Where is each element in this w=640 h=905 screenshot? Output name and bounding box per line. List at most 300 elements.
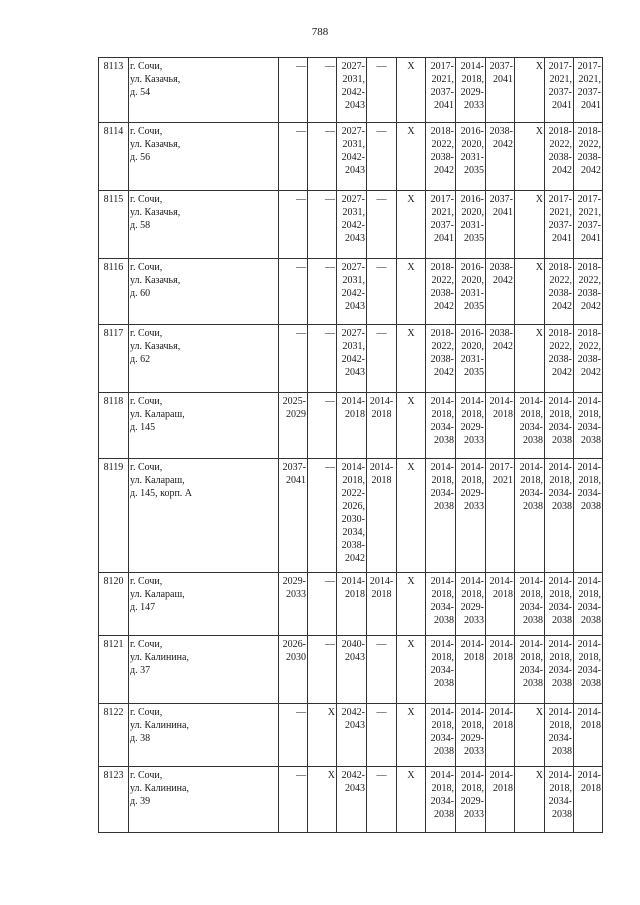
value-cell (367, 459, 397, 573)
address-cell-text: г. Сочи, ул. Калинина, д. 38 (130, 707, 189, 744)
value-cell (308, 191, 337, 259)
value-cell-text: 2014- 2018, 2034- 2038 (519, 462, 543, 512)
value-cell (397, 259, 426, 325)
address-cell-text: г. Сочи, ул. Казачья, д. 62 (130, 328, 181, 365)
address-cell-text: г. Сочи, ул. Калинина, д. 39 (130, 770, 189, 807)
value-cell-text: — (376, 262, 387, 273)
value-cell (456, 191, 486, 259)
value-cell (337, 573, 367, 636)
value-cell-text: 2014- 2018 (369, 462, 394, 486)
value-cell-text: — (325, 194, 335, 205)
value-cell-text: — (376, 770, 387, 781)
value-cell (367, 573, 397, 636)
value-cell-text: X (535, 194, 543, 205)
value-cell (279, 573, 308, 636)
value-cell-text: 2014- 2018, 2034- 2038 (548, 707, 572, 757)
value-cell (515, 704, 545, 767)
value-cell (308, 123, 337, 191)
value-cell (367, 767, 397, 833)
value-cell-text: 2018- 2022, 2038- 2042 (548, 126, 572, 176)
value-cell-text: 2014- 2018, 2034- 2038 (577, 639, 601, 689)
value-cell-text: X (535, 61, 543, 72)
value-cell (337, 58, 367, 123)
value-cell (456, 767, 486, 833)
value-cell-text: 2014- 2018, 2034- 2038 (548, 639, 572, 689)
value-cell-text: 2029- 2033 (282, 576, 306, 600)
value-cell-text: 2017- 2021, 2037- 2041 (548, 194, 572, 244)
value-cell-text: 2016- 2020, 2031- 2035 (460, 262, 484, 312)
value-cell (574, 393, 603, 459)
value-cell (426, 459, 456, 573)
value-cell-text: 2014- 2018 (369, 396, 394, 420)
value-cell (367, 259, 397, 325)
value-cell-text: — (325, 639, 335, 650)
value-cell-text: — (325, 262, 335, 273)
value-cell (279, 325, 308, 393)
address-cell-text: г. Сочи, ул. Казачья, д. 58 (130, 194, 181, 231)
value-cell (515, 58, 545, 123)
value-cell (545, 636, 574, 704)
table-row (99, 393, 603, 459)
value-cell-text: 2017- 2021, 2037- 2041 (577, 194, 601, 244)
address-cell-text: г. Сочи, ул. Калинина, д. 37 (130, 639, 189, 676)
value-cell (545, 123, 574, 191)
row-number-text: 8123 (103, 770, 124, 781)
value-cell-text: 2040- 2043 (341, 639, 365, 663)
value-cell (515, 636, 545, 704)
value-cell-text: 2025- 2029 (282, 396, 306, 420)
value-cell-text: 2027- 2031, 2042- 2043 (341, 262, 365, 312)
value-cell (486, 123, 515, 191)
value-cell-text: 2018- 2022, 2038- 2042 (430, 328, 454, 378)
value-cell (279, 767, 308, 833)
value-cell (279, 58, 308, 123)
value-cell (545, 704, 574, 767)
value-cell-text: — (325, 61, 335, 72)
value-cell (574, 325, 603, 393)
value-cell-text: 2038- 2042 (489, 328, 513, 352)
value-cell-text: 2014- 2018, 2034- 2038 (430, 770, 454, 820)
table-row (99, 573, 603, 636)
value-cell-text: X (535, 707, 543, 718)
value-cell (426, 393, 456, 459)
value-cell (367, 325, 397, 393)
value-cell (337, 325, 367, 393)
value-cell-text: 2017- 2021, 2037- 2041 (577, 61, 601, 111)
value-cell (486, 459, 515, 573)
page-number: 788 (311, 26, 329, 38)
value-cell-text: 2038- 2042 (489, 262, 513, 286)
value-cell-text: X (407, 328, 415, 339)
value-cell-text: — (376, 707, 387, 718)
row-number-text: 8120 (103, 576, 124, 587)
value-cell (279, 393, 308, 459)
value-cell (515, 259, 545, 325)
value-cell (279, 704, 308, 767)
value-cell (486, 259, 515, 325)
table-row (99, 259, 603, 325)
value-cell-text: 2016- 2020, 2031- 2035 (460, 194, 484, 244)
value-cell-text: X (407, 396, 415, 407)
row-number (99, 636, 129, 704)
value-cell (426, 573, 456, 636)
value-cell (456, 636, 486, 704)
value-cell (545, 191, 574, 259)
value-cell (397, 636, 426, 704)
value-cell (456, 123, 486, 191)
value-cell-text: X (407, 639, 415, 650)
value-cell (426, 325, 456, 393)
value-cell (515, 459, 545, 573)
table-row (99, 767, 603, 833)
value-cell-text: 2037- 2041 (489, 61, 513, 85)
address-cell-text: г. Сочи, ул. Калараш, д. 145, корп. А (130, 462, 193, 499)
value-cell-text: — (296, 194, 306, 205)
value-cell (279, 123, 308, 191)
value-cell (308, 636, 337, 704)
value-cell (397, 123, 426, 191)
value-cell-text: 2016- 2020, 2031- 2035 (460, 328, 484, 378)
address-cell (129, 704, 279, 767)
value-cell (279, 636, 308, 704)
value-cell-text: — (296, 126, 306, 137)
value-cell-text: X (407, 770, 415, 781)
value-cell-text: — (376, 328, 387, 339)
value-cell (308, 573, 337, 636)
row-number (99, 58, 129, 123)
address-cell (129, 636, 279, 704)
value-cell-text: 2014- 2018 (489, 707, 513, 731)
value-cell (574, 767, 603, 833)
row-number (99, 393, 129, 459)
value-cell (337, 191, 367, 259)
address-cell (129, 459, 279, 573)
value-cell-text: 2017- 2021, 2037- 2041 (548, 61, 572, 111)
row-number-text: 8116 (103, 262, 124, 273)
value-cell (308, 58, 337, 123)
row-number (99, 325, 129, 393)
value-cell-text: 2014- 2018 (489, 396, 513, 420)
value-cell (456, 459, 486, 573)
row-number (99, 191, 129, 259)
value-cell (337, 459, 367, 573)
value-cell (486, 393, 515, 459)
value-cell-text: — (325, 396, 335, 407)
address-cell (129, 58, 279, 123)
value-cell-text: 2014- 2018, 2034- 2038 (519, 576, 543, 626)
address-cell-text: г. Сочи, ул. Калараш, д. 147 (130, 576, 185, 613)
value-cell (486, 767, 515, 833)
value-cell-text: — (376, 639, 387, 650)
value-cell-text: — (376, 126, 387, 137)
value-cell (308, 704, 337, 767)
value-cell-text: 2014- 2018, 2034- 2038 (577, 462, 601, 512)
address-cell (129, 573, 279, 636)
value-cell-text: 2014- 2018, 2029- 2033 (460, 61, 484, 111)
value-cell-text: 2014- 2018 (369, 576, 394, 600)
address-cell (129, 123, 279, 191)
value-cell (308, 259, 337, 325)
value-cell-text: 2014- 2018 (341, 396, 365, 420)
value-cell-text: X (535, 262, 543, 273)
value-cell (456, 325, 486, 393)
value-cell (574, 636, 603, 704)
value-cell (574, 459, 603, 573)
registry-table (98, 57, 603, 833)
value-cell (574, 58, 603, 123)
value-cell (337, 767, 367, 833)
value-cell (545, 767, 574, 833)
value-cell-text: 2014- 2018, 2034- 2038 (430, 576, 454, 626)
value-cell-text: 2014- 2018, 2034- 2038 (548, 396, 572, 446)
value-cell-text: 2018- 2022, 2038- 2042 (430, 126, 454, 176)
value-cell-text: 2027- 2031, 2042- 2043 (341, 194, 365, 244)
value-cell (486, 191, 515, 259)
address-cell-text: г. Сочи, ул. Калараш, д. 145 (130, 396, 185, 433)
value-cell (426, 704, 456, 767)
row-number (99, 573, 129, 636)
value-cell-text: X (535, 770, 543, 781)
row-number (99, 123, 129, 191)
value-cell-text: — (296, 262, 306, 273)
value-cell-text: X (327, 770, 335, 781)
value-cell-text: 2042- 2043 (341, 770, 365, 794)
address-cell (129, 191, 279, 259)
value-cell (426, 123, 456, 191)
value-cell-text: 2014- 2018, 2029- 2033 (460, 770, 484, 820)
value-cell-text: X (407, 576, 415, 587)
value-cell (545, 573, 574, 636)
value-cell (367, 58, 397, 123)
value-cell-text: 2037- 2041 (282, 462, 306, 486)
value-cell-text: 2014- 2018 (577, 707, 601, 731)
value-cell-text: 2014- 2018 (489, 639, 513, 663)
table-row (99, 704, 603, 767)
value-cell-text: 2014- 2018 (460, 639, 484, 663)
value-cell-text: X (407, 262, 415, 273)
value-cell (308, 459, 337, 573)
value-cell-text: 2014- 2018, 2034- 2038 (519, 639, 543, 689)
value-cell (486, 325, 515, 393)
value-cell-text: 2017- 2021, 2037- 2041 (430, 194, 454, 244)
table-row (99, 325, 603, 393)
value-cell-text: — (296, 770, 306, 781)
value-cell-text: X (327, 707, 335, 718)
value-cell (397, 459, 426, 573)
row-number-text: 8121 (103, 639, 124, 650)
row-number-text: 8117 (103, 328, 124, 339)
value-cell (367, 123, 397, 191)
value-cell-text: 2018- 2022, 2038- 2042 (577, 328, 601, 378)
value-cell-text: 2014- 2018, 2034- 2038 (430, 707, 454, 757)
value-cell (279, 259, 308, 325)
value-cell-text: 2027- 2031, 2042- 2043 (341, 328, 365, 378)
value-cell-text: 2026- 2030 (282, 639, 306, 663)
value-cell-text: 2014- 2018, 2034- 2038 (548, 462, 572, 512)
table-row (99, 459, 603, 573)
value-cell (337, 393, 367, 459)
value-cell (574, 259, 603, 325)
row-number (99, 704, 129, 767)
value-cell (367, 191, 397, 259)
value-cell-text: 2014- 2018 (489, 770, 513, 794)
value-cell-text: 2018- 2022, 2038- 2042 (430, 262, 454, 312)
value-cell (367, 704, 397, 767)
value-cell (574, 123, 603, 191)
value-cell (426, 191, 456, 259)
value-cell (515, 191, 545, 259)
value-cell (545, 325, 574, 393)
value-cell (515, 123, 545, 191)
value-cell (426, 636, 456, 704)
value-cell (397, 704, 426, 767)
value-cell (545, 393, 574, 459)
value-cell (486, 636, 515, 704)
value-cell-text: 2014- 2018, 2034- 2038 (577, 576, 601, 626)
value-cell (337, 636, 367, 704)
value-cell (397, 573, 426, 636)
value-cell (337, 123, 367, 191)
row-number-text: 8113 (103, 61, 124, 72)
value-cell (486, 704, 515, 767)
value-cell-text: 2018- 2022, 2038- 2042 (577, 126, 601, 176)
registry-body (99, 58, 603, 833)
value-cell (515, 573, 545, 636)
value-cell (574, 704, 603, 767)
value-cell (426, 259, 456, 325)
value-cell-text: X (407, 126, 415, 137)
table-row (99, 636, 603, 704)
row-number-text: 8119 (103, 462, 124, 473)
value-cell (279, 191, 308, 259)
value-cell-text: 2018- 2022, 2038- 2042 (577, 262, 601, 312)
value-cell-text: — (325, 576, 335, 587)
value-cell-text: 2018- 2022, 2038- 2042 (548, 328, 572, 378)
value-cell (337, 259, 367, 325)
row-number-text: 8122 (103, 707, 124, 718)
value-cell (308, 393, 337, 459)
value-cell-text: X (535, 126, 543, 137)
value-cell-text: — (376, 194, 387, 205)
table-row (99, 58, 603, 123)
value-cell (456, 573, 486, 636)
row-number (99, 459, 129, 573)
address-cell (129, 393, 279, 459)
row-number-text: 8115 (103, 194, 124, 205)
value-cell (545, 58, 574, 123)
value-cell (515, 767, 545, 833)
value-cell (545, 459, 574, 573)
value-cell-text: 2042- 2043 (341, 707, 365, 731)
row-number-text: 8114 (103, 126, 124, 137)
value-cell (397, 767, 426, 833)
value-cell (426, 767, 456, 833)
table-row (99, 123, 603, 191)
value-cell-text: 2014- 2018, 2034- 2038 (548, 770, 572, 820)
value-cell-text: 2017- 2021, 2037- 2041 (430, 61, 454, 111)
value-cell (456, 259, 486, 325)
value-cell (574, 191, 603, 259)
value-cell-text: — (376, 61, 387, 72)
value-cell-text: — (296, 707, 306, 718)
value-cell (279, 459, 308, 573)
value-cell-text: 2014- 2018 (489, 576, 513, 600)
address-cell-text: г. Сочи, ул. Казачья, д. 54 (130, 61, 181, 98)
value-cell-text: — (325, 126, 335, 137)
value-cell-text: X (407, 462, 415, 473)
value-cell-text: 2014- 2018, 2034- 2038 (548, 576, 572, 626)
value-cell-text: — (325, 328, 335, 339)
value-cell (397, 393, 426, 459)
value-cell (545, 259, 574, 325)
value-cell (397, 191, 426, 259)
address-cell (129, 259, 279, 325)
value-cell-text: 2037- 2041 (489, 194, 513, 218)
value-cell-text: 2014- 2018 (577, 770, 601, 794)
value-cell-text: 2014- 2018, 2034- 2038 (430, 396, 454, 446)
value-cell-text: 2014- 2018, 2034- 2038 (430, 462, 454, 512)
value-cell (308, 325, 337, 393)
value-cell (426, 58, 456, 123)
value-cell (515, 325, 545, 393)
row-number (99, 259, 129, 325)
value-cell-text: 2014- 2018, 2034- 2038 (577, 396, 601, 446)
address-cell-text: г. Сочи, ул. Казачья, д. 56 (130, 126, 181, 163)
value-cell-text: 2018- 2022, 2038- 2042 (548, 262, 572, 312)
value-cell-text: 2014- 2018 (341, 576, 365, 600)
value-cell-text: X (535, 328, 543, 339)
value-cell (486, 573, 515, 636)
value-cell-text: 2017- 2021 (489, 462, 513, 486)
value-cell (397, 325, 426, 393)
value-cell-text: — (325, 462, 335, 473)
value-cell-text: X (407, 61, 415, 72)
value-cell-text: X (407, 707, 415, 718)
value-cell (367, 636, 397, 704)
value-cell (337, 704, 367, 767)
value-cell-text: 2027- 2031, 2042- 2043 (341, 126, 365, 176)
row-number-text: 8118 (103, 396, 124, 407)
row-number (99, 767, 129, 833)
address-cell (129, 767, 279, 833)
value-cell (308, 767, 337, 833)
value-cell (515, 393, 545, 459)
address-cell (129, 325, 279, 393)
value-cell-text: 2038- 2042 (489, 126, 513, 150)
value-cell (397, 58, 426, 123)
value-cell-text: — (296, 61, 306, 72)
value-cell-text: — (296, 328, 306, 339)
value-cell-text: 2014- 2018, 2029- 2033 (460, 707, 484, 757)
value-cell-text: X (407, 194, 415, 205)
value-cell (574, 573, 603, 636)
value-cell-text: 2014- 2018, 2029- 2033 (460, 576, 484, 626)
value-cell (456, 393, 486, 459)
table-row (99, 191, 603, 259)
value-cell-text: 2014- 2018, 2029- 2033 (460, 396, 484, 446)
value-cell (367, 393, 397, 459)
value-cell-text: 2014- 2018, 2034- 2038 (519, 396, 543, 446)
value-cell-text: 2027- 2031, 2042- 2043 (341, 61, 365, 111)
value-cell (456, 58, 486, 123)
address-cell-text: г. Сочи, ул. Казачья, д. 60 (130, 262, 181, 299)
value-cell-text: 2014- 2018, 2029- 2033 (460, 462, 484, 512)
value-cell-text: 2016- 2020, 2031- 2035 (460, 126, 484, 176)
value-cell-text: 2014- 2018, 2022- 2026, 2030- 2034, 2038- 2042 (341, 462, 365, 564)
value-cell (486, 58, 515, 123)
value-cell-text: 2014- 2018, 2034- 2038 (430, 639, 454, 689)
value-cell (456, 704, 486, 767)
